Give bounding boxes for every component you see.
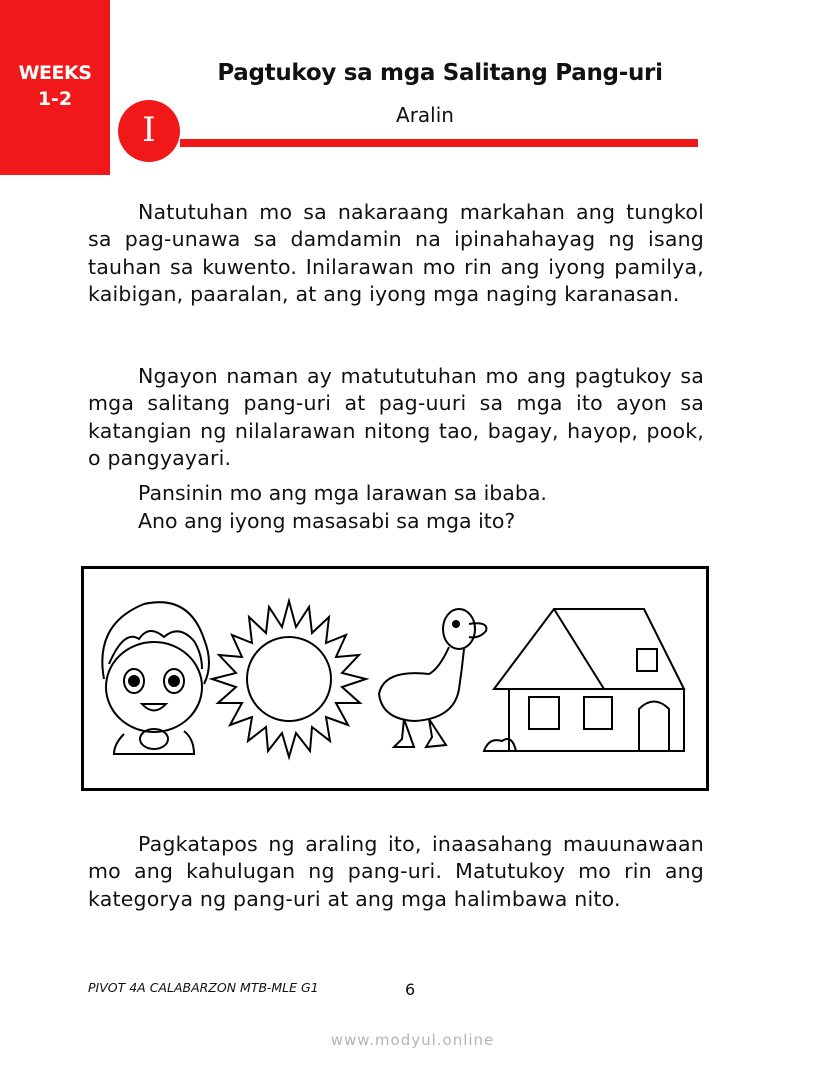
weeks-badge — [0, 0, 110, 175]
boy-icon — [102, 602, 209, 754]
page-number: 6 — [405, 980, 416, 999]
section-subtitle: Aralin — [396, 103, 454, 127]
intro-paragraph: Natutuhan mo sa nakaraang markahan ang tungkol sa pag-unawa sa damdamin na ipinahahayag ng isang tauhan sa kuwento. Inilarawan mo rin ang iyong pamilya, kaibigan, paaralan, at ang iyong mga naging karanasan. — [88, 199, 704, 306]
page-title: Pagtukoy sa mga Salitang Pang-uri — [217, 60, 663, 86]
illustration-panel — [81, 566, 709, 791]
duck-icon — [379, 609, 486, 747]
title-divider — [180, 139, 698, 147]
objective-paragraph: Pagkatapos ng araling ito, inaasahang mauunawaan mo ang kahulugan ng pang-uri. Matutukoy mo rin ang kategorya ng pang-uri at ang mga halimbawa nito. — [88, 831, 704, 911]
footer-source: PIVOT 4A CALABARZON MTB-MLE G1 — [88, 980, 319, 995]
house-icon — [484, 609, 684, 751]
sun-icon — [212, 601, 366, 757]
weeks-label: WEEKS — [18, 62, 92, 84]
section-badge: I — [118, 100, 180, 162]
instruction-line: Pansinin mo ang mga larawan sa ibaba. — [138, 481, 547, 505]
lesson-paragraph: Ngayon naman ay matututuhan mo ang pagtukoy sa mga salitang pang-uri at pag-uuri sa mga ito ayon sa katangian ng nilalarawan nitong tao, bagay, hayop, pook, o pangyayari. — [88, 363, 704, 470]
question-line: Ano ang iyong masasabi sa mga ito? — [138, 509, 516, 533]
watermark: www.modyul.online — [330, 1031, 495, 1049]
weeks-range: 1-2 — [37, 88, 73, 110]
